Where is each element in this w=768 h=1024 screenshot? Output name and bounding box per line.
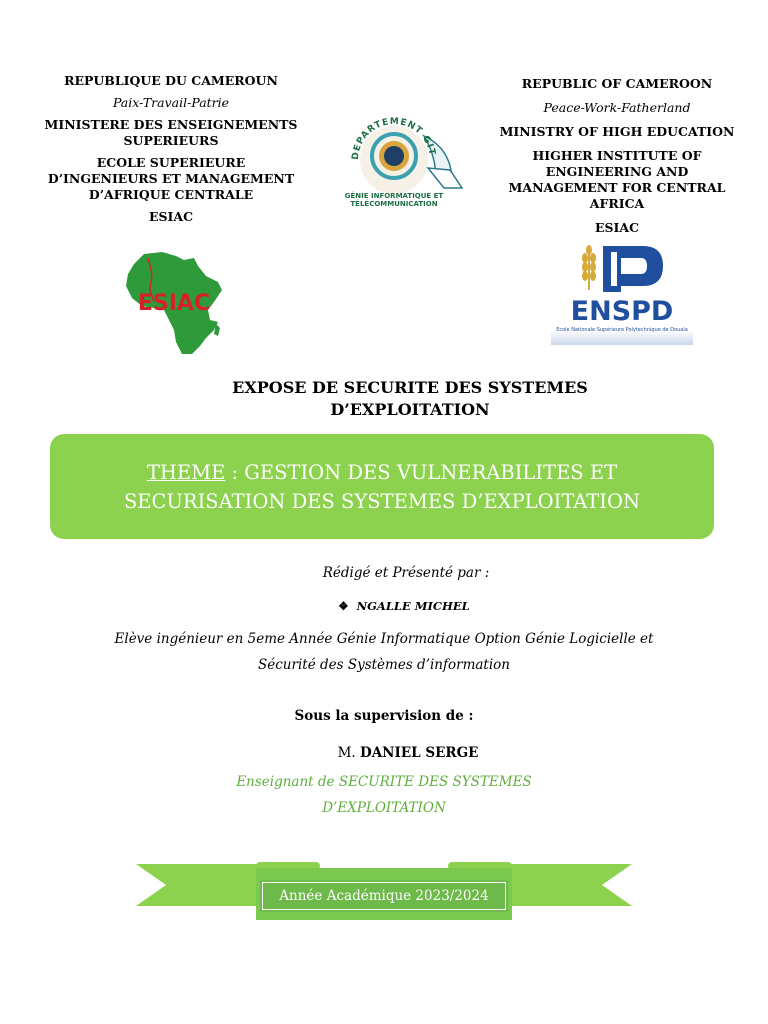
- student-name: NGALLE MICHEL: [356, 599, 470, 613]
- academic-year-label: Année Académique 2023/2024: [262, 882, 506, 910]
- supervisor-role-line-1: Enseignant de SECURITE DES SYSTEMES: [236, 774, 532, 790]
- theme-separator: :: [225, 460, 245, 484]
- supervision-label: Sous la supervision de :: [294, 708, 474, 724]
- theme-label: THEME: [146, 460, 226, 484]
- department-logo-caption-1: GÉNIE INFORMATIQUE ET: [344, 192, 444, 200]
- school-fr: ECOLE SUPERIEURE D’INGENIEURS ET MANAGEMENT D’AFRIQUE CENTRALE: [47, 155, 295, 202]
- department-logo: [340, 108, 472, 214]
- department-logo-caption-2: TÉLÉCOMMUNICATION: [350, 200, 438, 208]
- supervisor-prefix: M.: [337, 745, 356, 761]
- enspd-logo-caption: Ecole Nationale Supérieure Polytechnique de Douala: [556, 327, 688, 333]
- supervisor-line: [0, 744, 768, 762]
- header-left: [40, 73, 302, 225]
- country-fr: REPUBLIQUE DU CAMEROUN: [64, 73, 278, 88]
- student-line: [0, 597, 768, 615]
- bullet-icon: ❖: [338, 599, 349, 613]
- theme-banner: [50, 434, 714, 539]
- expose-title: EXPOSE DE SECURITE DES SYSTEMES D’EXPLOITATION: [232, 378, 588, 419]
- theme-text-block: [70, 458, 694, 516]
- supervisor-name: DANIEL SERGE: [360, 745, 479, 761]
- theme-text: GESTION DES VULNERABILITES ET SECURISATION DES SYSTEMES D’EXPLOITATION: [123, 460, 641, 513]
- student-description-line-1: Elève ingénieur en 5eme Année Génie Informatique Option Génie Logicielle et: [114, 631, 654, 647]
- ministry-fr: MINISTERE DES ENSEIGNEMENTS SUPERIEURS: [44, 117, 298, 148]
- motto-fr: Paix-Travail-Patrie: [112, 95, 230, 110]
- enspd-logo-text: ENSPD: [570, 296, 674, 327]
- country-en: REPUBLIC OF CAMEROON: [521, 76, 713, 91]
- presented-by-label: Rédigé et Présenté par :: [322, 565, 490, 581]
- acronym-en: ESIAC: [594, 220, 640, 235]
- enspd-logo: [551, 240, 693, 345]
- acronym-fr: ESIAC: [148, 209, 194, 224]
- motto-en: Peace-Work-Fatherland: [543, 100, 691, 115]
- ministry-en: MINISTRY OF HIGH EDUCATION: [499, 124, 735, 139]
- header-right: [492, 76, 742, 236]
- supervisor-role-line-2: D’EXPLOITATION: [322, 800, 446, 816]
- student-description-line-2: Sécurité des Systèmes d’information: [258, 657, 510, 673]
- esiac-logo-text: ESIAC: [137, 291, 211, 316]
- esiac-logo: [124, 250, 224, 356]
- school-en: HIGHER INSTITUTE OF ENGINEERING AND MANAGEMENT FOR CENTRAL AFRICA: [508, 148, 726, 211]
- department-logo-ring-text: DEPARTEMENT GIT: [350, 116, 437, 161]
